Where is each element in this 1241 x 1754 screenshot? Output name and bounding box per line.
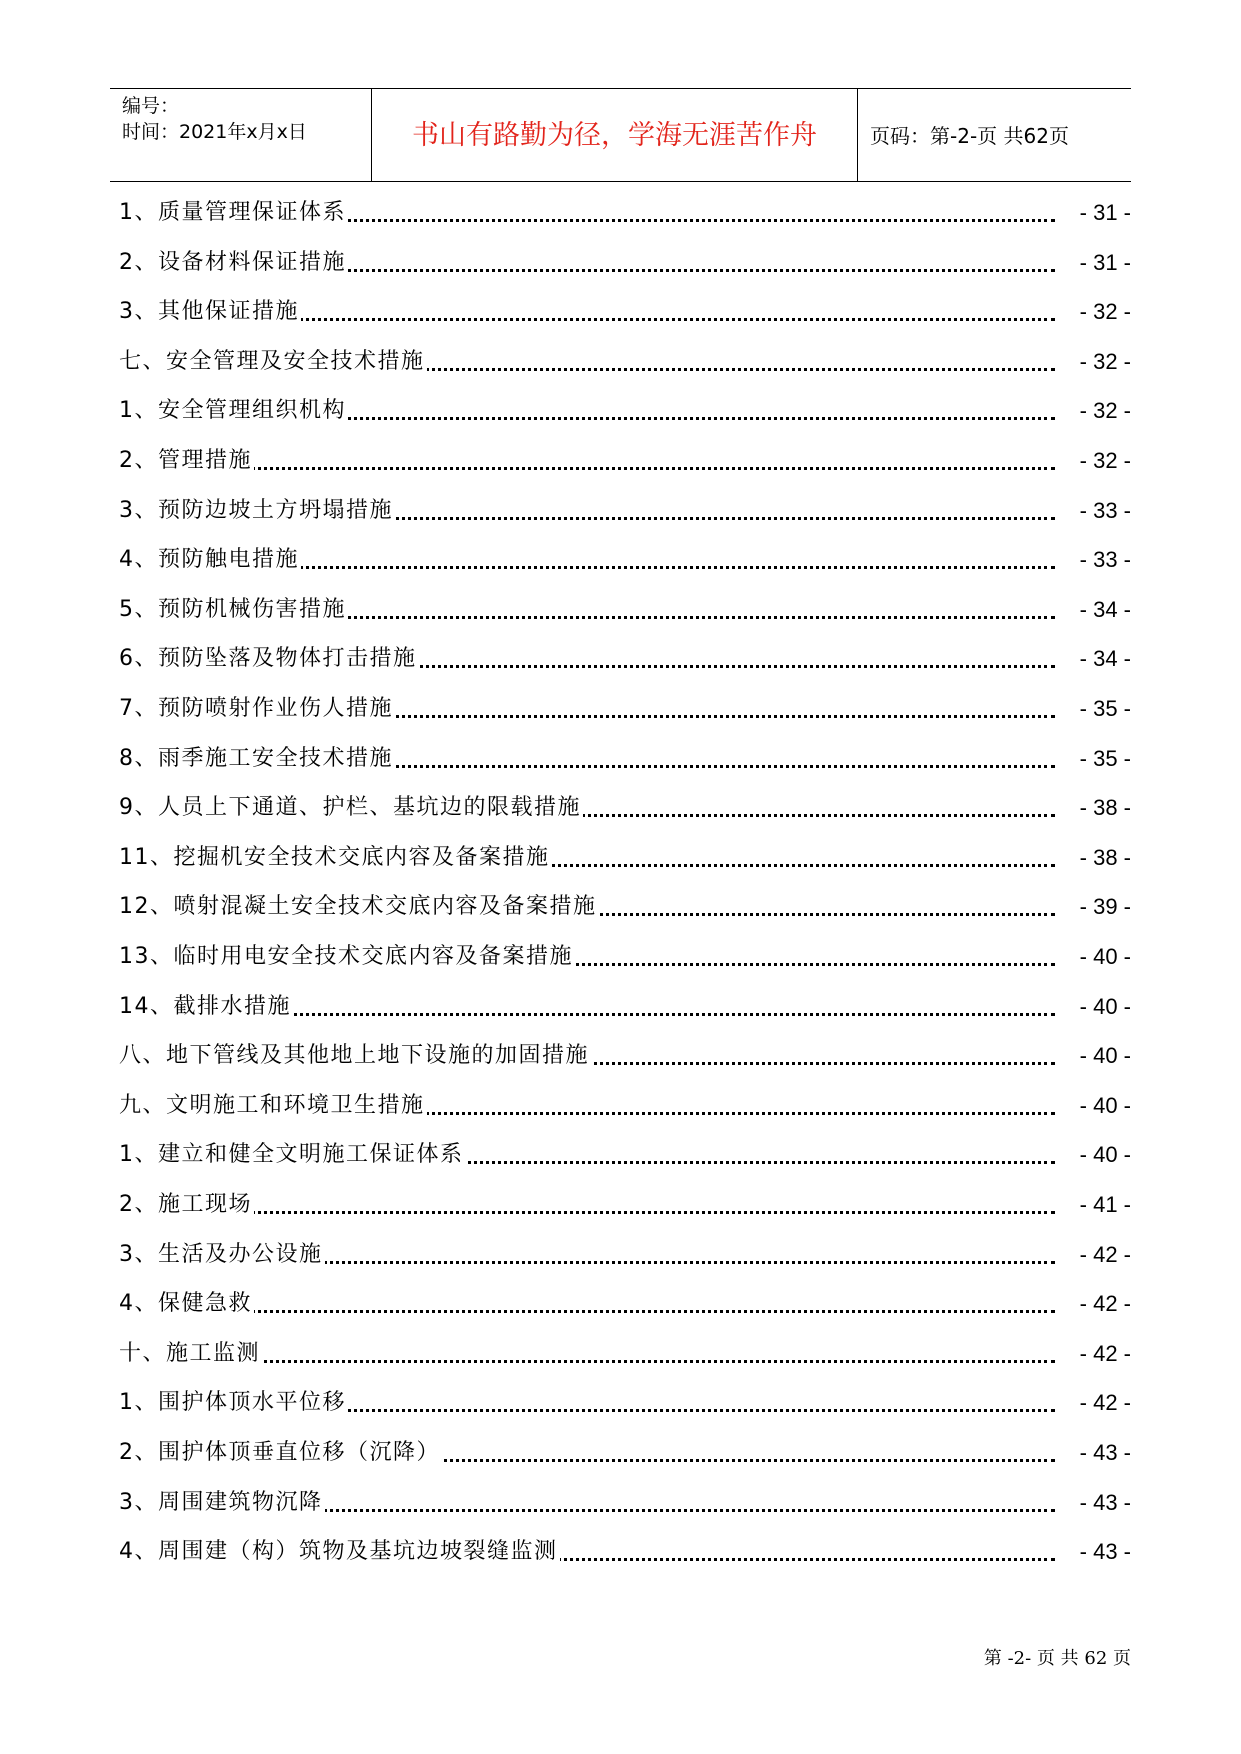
- toc-entry[interactable]: [119, 642, 1131, 676]
- toc-entry[interactable]: [119, 196, 1131, 230]
- toc-entry-page: - 42 -: [1079, 1340, 1131, 1366]
- toc-entry-page: - 43 -: [1079, 1539, 1131, 1565]
- document-time-label: 时间：2021年x月x日: [122, 121, 307, 143]
- toc-entry[interactable]: [119, 1486, 1131, 1520]
- toc-entry-title: 八、地下管线及其他地上地下设施的加固措施: [119, 1039, 591, 1073]
- toc-entry[interactable]: [119, 1089, 1131, 1123]
- header-page-cell: [858, 89, 1131, 181]
- toc-entry-page: - 31 -: [1079, 249, 1131, 275]
- toc-entry-page: - 35 -: [1079, 696, 1131, 721]
- toc-entry-title: 12、喷射混凝土安全技术交底内容及备案措施: [119, 890, 599, 924]
- toc-entry[interactable]: [119, 444, 1131, 478]
- toc-entry[interactable]: [119, 295, 1131, 329]
- header-motto: 书山有路勤为径，学海无涯苦作舟: [412, 120, 817, 151]
- toc-entry-title: 3、周围建筑物沉降: [119, 1486, 325, 1520]
- document-header: [110, 88, 1131, 182]
- toc-entry[interactable]: [119, 394, 1131, 428]
- toc-entry-title: 十、施工监测: [119, 1337, 262, 1371]
- toc-entry-title: 8、雨季施工安全技术措施: [119, 742, 395, 776]
- toc-entry[interactable]: [119, 345, 1131, 379]
- toc-entry-title: 七、安全管理及安全技术措施: [119, 345, 427, 379]
- toc-entry[interactable]: [119, 1238, 1131, 1272]
- toc-entry-title: 2、施工现场: [119, 1188, 254, 1222]
- toc-entry[interactable]: [119, 742, 1131, 776]
- toc-entry-page: - 40 -: [1079, 944, 1131, 969]
- toc-entry-title: 九、文明施工和环境卫生措施: [119, 1089, 427, 1123]
- toc-entry-page: - 32 -: [1079, 398, 1131, 424]
- toc-entry-title: 3、生活及办公设施: [119, 1238, 325, 1272]
- toc-entry-page: - 43 -: [1079, 1440, 1131, 1465]
- toc-entry-page: - 33 -: [1079, 497, 1131, 523]
- toc-entry-page: - 34 -: [1079, 646, 1131, 672]
- toc-entry[interactable]: [119, 1386, 1131, 1420]
- toc-entry-title: 5、预防机械伤害措施: [119, 593, 348, 627]
- toc-entry[interactable]: [119, 1188, 1131, 1222]
- toc-entry[interactable]: [119, 791, 1131, 825]
- toc-entry-title: 3、其他保证措施: [119, 295, 301, 329]
- toc-entry-title: 7、预防喷射作业伤人措施: [119, 692, 395, 726]
- toc-entry-title: 9、人员上下通道、护栏、基坑边的限载措施: [119, 791, 583, 825]
- toc-entry-page: - 42 -: [1079, 1390, 1131, 1416]
- toc-entry-page: - 32 -: [1079, 299, 1131, 325]
- toc-entry[interactable]: [119, 543, 1131, 577]
- toc-entry-page: - 42 -: [1079, 1241, 1131, 1267]
- toc-entry-page: - 32 -: [1079, 448, 1131, 473]
- toc-entry-title: 1、围护体顶水平位移: [119, 1386, 348, 1420]
- toc-entry-title: 11、挖掘机安全技术交底内容及备案措施: [119, 841, 552, 875]
- toc-entry-title: 1、安全管理组织机构: [119, 394, 348, 428]
- toc-entry[interactable]: [119, 990, 1131, 1024]
- toc-entry[interactable]: [119, 890, 1131, 924]
- toc-entry[interactable]: [119, 593, 1131, 627]
- toc-entry[interactable]: [119, 1039, 1131, 1073]
- toc-entry[interactable]: [119, 246, 1131, 280]
- toc-entry-page: - 40 -: [1079, 1043, 1131, 1069]
- toc-entry[interactable]: [119, 1337, 1131, 1371]
- toc-entry-title: 4、周围建（构）筑物及基坑边坡裂缝监测: [119, 1535, 560, 1569]
- toc-entry-title: 4、保健急救: [119, 1287, 254, 1321]
- toc-entry-title: 4、预防触电措施: [119, 543, 301, 577]
- document-number-label: 编号：: [122, 95, 180, 117]
- toc-entry-title: 13、临时用电安全技术交底内容及备案措施: [119, 940, 575, 974]
- toc-entry-page: - 41 -: [1079, 1192, 1131, 1217]
- toc-dot-leader: [119, 467, 1055, 470]
- toc-entry[interactable]: [119, 1287, 1131, 1321]
- toc-entry-title: 2、设备材料保证措施: [119, 246, 348, 280]
- toc-entry-page: - 39 -: [1079, 894, 1131, 920]
- toc-entry-title: 3、预防边坡土方坍塌措施: [119, 494, 395, 528]
- toc-entry-page: - 31 -: [1079, 200, 1131, 225]
- toc-entry-page: - 34 -: [1079, 596, 1131, 622]
- toc-dot-leader: [119, 1310, 1055, 1313]
- toc-entry[interactable]: [119, 1535, 1131, 1569]
- header-motto-cell: [372, 89, 858, 181]
- toc-entry-page: - 38 -: [1079, 795, 1131, 821]
- toc-entry-page: - 33 -: [1079, 547, 1131, 573]
- toc-entry-page: - 43 -: [1079, 1489, 1131, 1515]
- header-info-cell: [110, 89, 372, 181]
- toc-entry-title: 14、截排水措施: [119, 990, 293, 1024]
- toc-entry[interactable]: [119, 1436, 1131, 1470]
- toc-entry[interactable]: [119, 494, 1131, 528]
- toc-entry-page: - 32 -: [1079, 348, 1131, 374]
- toc-entry-title: 1、质量管理保证体系: [119, 196, 348, 230]
- toc-entry[interactable]: [119, 841, 1131, 875]
- toc-entry-page: - 40 -: [1079, 1142, 1131, 1168]
- toc-entry-page: - 40 -: [1079, 1092, 1131, 1118]
- toc-entry-title: 2、围护体顶垂直位移（沉降）: [119, 1436, 442, 1470]
- page-footer: 第 -2- 页 共 62 页: [983, 1648, 1131, 1669]
- toc-entry-page: - 40 -: [1079, 993, 1131, 1019]
- toc-entry-title: 1、建立和健全文明施工保证体系: [119, 1138, 466, 1172]
- toc-entry[interactable]: [119, 1138, 1131, 1172]
- toc-entry-title: 2、管理措施: [119, 444, 254, 478]
- toc-entry-page: - 35 -: [1079, 745, 1131, 771]
- toc-entry[interactable]: [119, 940, 1131, 974]
- toc-entry-page: - 38 -: [1079, 844, 1131, 870]
- header-page-code: 页码：第-2-页 共62页: [870, 124, 1069, 148]
- toc-dot-leader: [119, 1211, 1055, 1214]
- toc-entry-page: - 42 -: [1079, 1291, 1131, 1317]
- toc-entry[interactable]: [119, 692, 1131, 726]
- toc-entry-title: 6、预防坠落及物体打击措施: [119, 642, 419, 676]
